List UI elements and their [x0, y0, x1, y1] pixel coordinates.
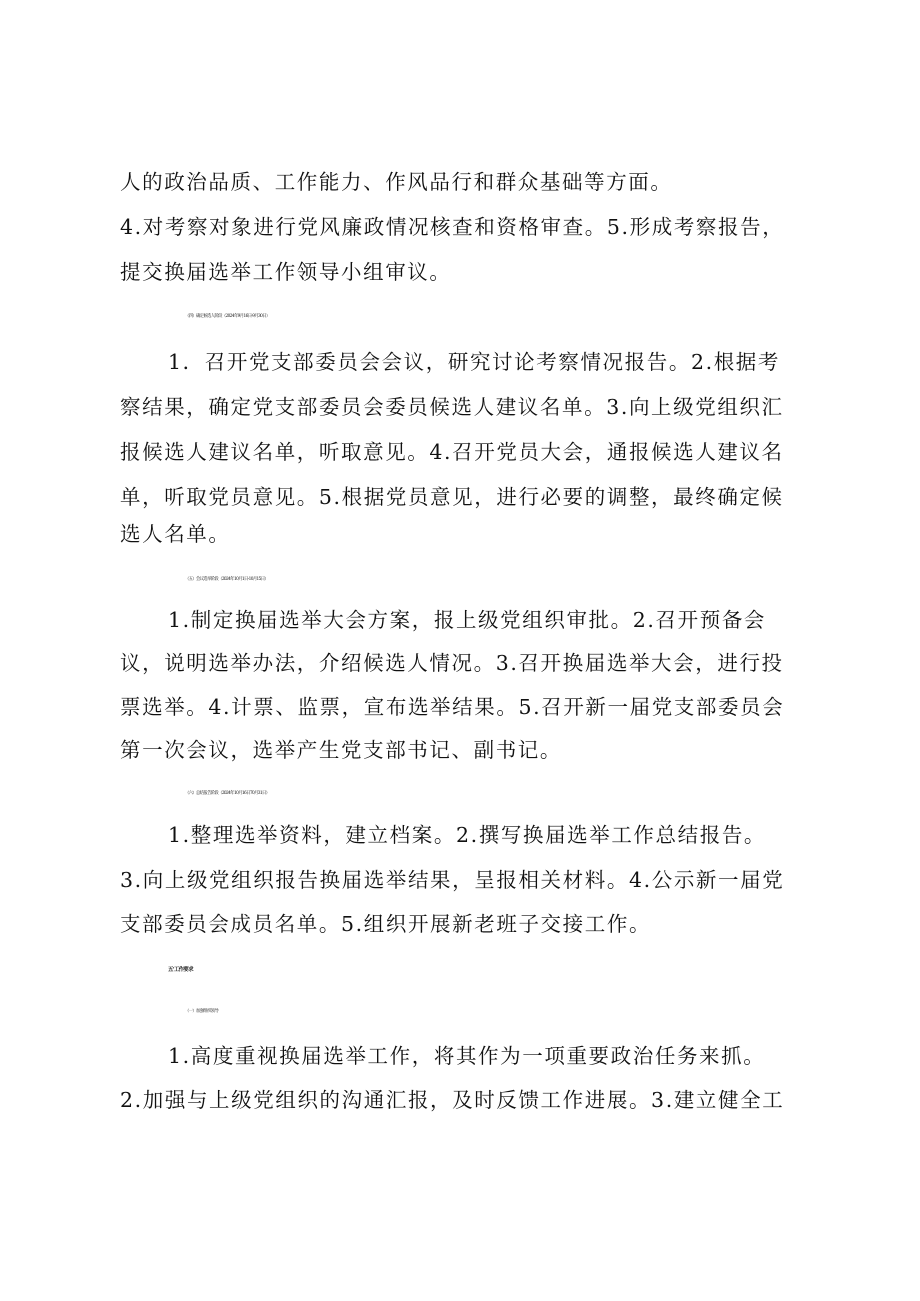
- paragraph-line: 报候选人建议名单，听取意见。4.召开党员大会，通报候选人建议名: [120, 440, 784, 464]
- paragraph-line: 单，听取党员意见。5.根据党员意见，进行必要的调整，最终确定候: [120, 485, 784, 509]
- paragraph-line: 1.高度重视换届选举工作，将其作为一项重要政治任务来抓。: [168, 1044, 766, 1068]
- paragraph-line: 选人名单。: [120, 522, 231, 546]
- paragraph-line: 1.整理选举资料，建立档案。2.撰写换届选举工作总结报告。: [168, 823, 767, 847]
- paragraph-line: 人的政治品质、工作能力、作风品行和群众基础等方面。: [120, 170, 673, 194]
- section-heading-1: （一）加强组织领导: [185, 1009, 219, 1014]
- paragraph-line: 票选举。4.计票、监票，宣布选举结果。5.召开新一届党支部委员会: [120, 695, 785, 719]
- paragraph-line: 支部委员会成员名单。5.组织开展新老班子交接工作。: [120, 912, 652, 936]
- paragraph-line: 1．召开党支部委员会会议，研究讨论考察情况报告。2.根据考: [168, 350, 780, 374]
- paragraph-line: 4.对考察对象进行党风廉政情况核查和资格审查。5.形成考察报告，: [120, 215, 785, 239]
- paragraph-line: 1.制定换届选举大会方案，报上级党组织审批。2.召开预备会: [168, 608, 767, 632]
- paragraph-line: 议，说明选举办法，介绍候选人情况。3.召开换届选举大会，进行投: [120, 651, 784, 675]
- paragraph-line: 察结果，确定党支部委员会委员候选人建议名单。3.向上级党组织汇: [120, 395, 784, 419]
- paragraph-line: 提交换届选举工作领导小组审议。: [120, 260, 452, 284]
- section-heading-4: （四）确定候选人阶段（2024年9月16日-9月30日）: [185, 314, 270, 319]
- paragraph-line: 第一次会议，选举产生党支部书记、副书记。: [120, 738, 562, 762]
- paragraph-line: 2.加强与上级党组织的沟通汇报，及时反馈工作进展。3.建立健全工: [120, 1088, 785, 1112]
- section-heading-6: （六）总结报告阶段（2024年10月16日70月31日）: [185, 791, 270, 796]
- chapter-heading: 五'工作要求: [168, 967, 194, 973]
- section-heading-5: （五）会议选举阶段（2024年10月1日-10月15日）: [185, 577, 269, 582]
- paragraph-line: 3.向上级党组织报告换届选举结果，呈报相关材料。4.公示新一届党: [120, 868, 785, 892]
